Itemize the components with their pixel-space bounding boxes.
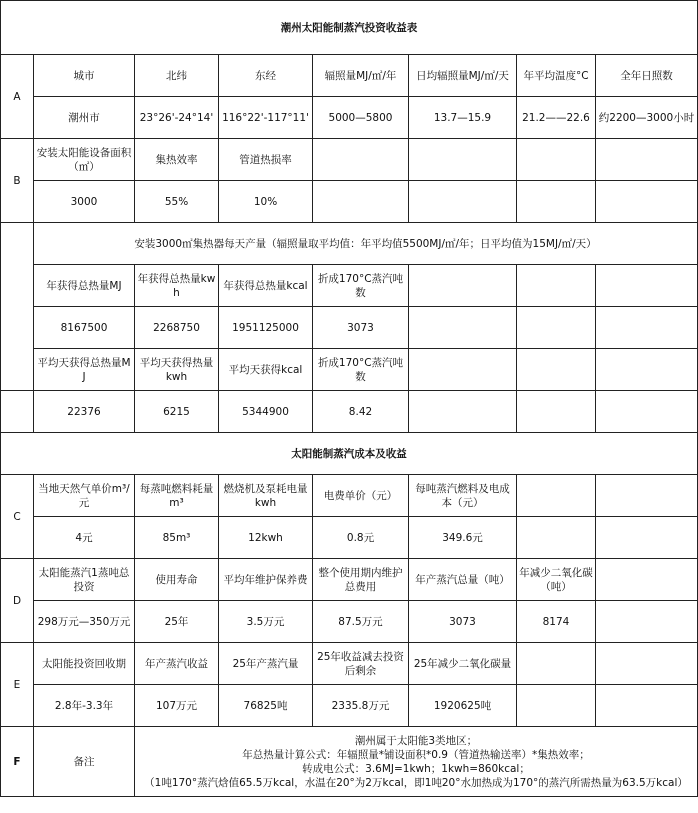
empty-cell bbox=[596, 181, 698, 223]
header-25yr-steam: 25年产蒸汽量 bbox=[219, 643, 313, 685]
empty-cell bbox=[517, 307, 596, 349]
remark-line: 潮州属于太阳能3类地区； bbox=[354, 734, 478, 747]
value-gas-price: 4元 bbox=[34, 517, 135, 559]
value-annual-maintenance: 3.5万元 bbox=[219, 601, 313, 643]
header-daily-irradiation: 日均辐照量MJ/㎡/天 bbox=[409, 55, 517, 97]
empty-cell bbox=[517, 517, 596, 559]
row-label-f: F bbox=[1, 727, 34, 797]
value-latitude: 23°26'-24°14' bbox=[135, 97, 219, 139]
empty-cell bbox=[517, 391, 596, 433]
empty-cell bbox=[517, 475, 596, 517]
value-total-maintenance: 87.5万元 bbox=[313, 601, 409, 643]
row-d-values bbox=[1, 601, 698, 643]
empty-cell bbox=[409, 307, 517, 349]
header-annual-steam-total: 年产蒸汽总量（吨） bbox=[409, 559, 517, 601]
header-avg-temperature: 年平均温度°C bbox=[517, 55, 596, 97]
install-note: 安装3000㎡集热器每天产量（辐照量取平均值：年平均值5500MJ/㎡/年；日平均值为15MJ/㎡/天） bbox=[34, 223, 698, 265]
empty-cell bbox=[313, 181, 409, 223]
header-annual-steam-tons: 折成170°C蒸汽吨数 bbox=[313, 265, 409, 307]
install-note-row bbox=[1, 223, 698, 265]
empty-cell bbox=[596, 559, 698, 601]
empty-cell bbox=[517, 643, 596, 685]
row-label-b: B bbox=[1, 139, 34, 223]
value-fuel-per-ton: 85m³ bbox=[135, 517, 219, 559]
header-annual-heat-kcal: 年获得总热量kcal bbox=[219, 265, 313, 307]
row-f bbox=[1, 727, 698, 797]
value-longitude: 116°22'-117°11' bbox=[219, 97, 313, 139]
row-e-header bbox=[1, 643, 698, 685]
value-annual-steam-tons: 3073 bbox=[313, 307, 409, 349]
empty-cell bbox=[409, 349, 517, 391]
header-cost-per-ton: 每吨蒸汽燃料及电成本（元） bbox=[409, 475, 517, 517]
header-service-life: 使用寿命 bbox=[135, 559, 219, 601]
row-label-blank bbox=[1, 391, 34, 433]
value-service-life: 25年 bbox=[135, 601, 219, 643]
header-electricity-price: 电费单价（元） bbox=[313, 475, 409, 517]
value-daily-heat-kcal: 5344900 bbox=[219, 391, 313, 433]
header-daily-heat-mj: 平均天获得总热量MJ bbox=[34, 349, 135, 391]
remark-line: 转成电公式：3.6MJ=1kwh；1kwh=860kcal； bbox=[302, 762, 530, 775]
daily-header-row bbox=[1, 349, 698, 391]
header-total-investment: 太阳能蒸汽1蒸吨总投资 bbox=[34, 559, 135, 601]
empty-cell bbox=[313, 139, 409, 181]
value-total-investment: 298万元—350万元 bbox=[34, 601, 135, 643]
value-city: 潮州市 bbox=[34, 97, 135, 139]
empty-cell bbox=[596, 349, 698, 391]
header-daily-heat-kwh: 平均天获得热量kwh bbox=[135, 349, 219, 391]
value-annual-irradiation: 5000—5800 bbox=[313, 97, 409, 139]
header-annual-maintenance: 平均年维护保养费 bbox=[219, 559, 313, 601]
value-cost-per-ton: 349.6元 bbox=[409, 517, 517, 559]
remark-line: （1吨170°蒸汽焓值65.5万kcal，水温在20°为2万kcal，即1吨20°水加热成为170°的蒸汽所需热量为63.5万kcal） bbox=[144, 776, 688, 789]
value-payback-period: 2.8年-3.3年 bbox=[34, 685, 135, 727]
value-daily-steam-tons: 8.42 bbox=[313, 391, 409, 433]
row-a-header bbox=[1, 55, 698, 97]
empty-cell bbox=[596, 685, 698, 727]
table-title: 潮州太阳能制蒸汽投资收益表 bbox=[1, 1, 698, 55]
row-a-values bbox=[1, 97, 698, 139]
row-label-c: C bbox=[1, 475, 34, 559]
row-b-header bbox=[1, 139, 698, 181]
header-sunshine-hours: 全年日照数 bbox=[596, 55, 698, 97]
empty-cell bbox=[517, 349, 596, 391]
value-25yr-net-revenue: 2335.8万元 bbox=[313, 685, 409, 727]
empty-cell bbox=[517, 139, 596, 181]
header-annual-irradiation: 辐照量MJ/㎡/年 bbox=[313, 55, 409, 97]
value-daily-heat-mj: 22376 bbox=[34, 391, 135, 433]
row-label-a: A bbox=[1, 55, 34, 139]
header-25yr-co2-reduction: 25年减少二氧化碳量 bbox=[409, 643, 517, 685]
daily-values-row bbox=[1, 391, 698, 433]
header-annual-steam-revenue: 年产蒸汽收益 bbox=[135, 643, 219, 685]
empty-cell bbox=[409, 265, 517, 307]
empty-cell bbox=[596, 391, 698, 433]
header-annual-heat-kwh: 年获得总热量kwh bbox=[135, 265, 219, 307]
header-pipe-heat-loss: 管道热损率 bbox=[219, 139, 313, 181]
header-annual-heat-mj: 年获得总热量MJ bbox=[34, 265, 135, 307]
empty-cell bbox=[517, 265, 596, 307]
header-daily-heat-kcal: 平均天获得kcal bbox=[219, 349, 313, 391]
value-annual-steam-revenue: 107万元 bbox=[135, 685, 219, 727]
empty-cell bbox=[596, 643, 698, 685]
value-daily-irradiation: 13.7—15.9 bbox=[409, 97, 517, 139]
value-avg-temperature: 21.2——22.6 bbox=[517, 97, 596, 139]
empty-cell bbox=[409, 139, 517, 181]
row-e-values bbox=[1, 685, 698, 727]
value-annual-steam-total: 3073 bbox=[409, 601, 517, 643]
value-daily-heat-kwh: 6215 bbox=[135, 391, 219, 433]
empty-cell bbox=[596, 265, 698, 307]
row-c-values bbox=[1, 517, 698, 559]
value-install-area: 3000 bbox=[34, 181, 135, 223]
remark-line: 年总热量计算公式：年辐照量*铺设面积*0.9（管道热输送率）*集热效率； bbox=[242, 748, 590, 761]
value-annual-heat-mj: 8167500 bbox=[34, 307, 135, 349]
empty-cell bbox=[596, 475, 698, 517]
row-d-header bbox=[1, 559, 698, 601]
value-power-consumption: 12kwh bbox=[219, 517, 313, 559]
header-25yr-net-revenue: 25年收益减去投资后剩余 bbox=[313, 643, 409, 685]
header-longitude: 东经 bbox=[219, 55, 313, 97]
header-annual-co2-reduction: 年减少二氧化碳（吨） bbox=[517, 559, 596, 601]
header-city: 城市 bbox=[34, 55, 135, 97]
value-annual-heat-kcal: 1951125000 bbox=[219, 307, 313, 349]
row-label-d: D bbox=[1, 559, 34, 643]
header-total-maintenance: 整个使用期内维护总费用 bbox=[313, 559, 409, 601]
empty-cell bbox=[596, 517, 698, 559]
empty-cell bbox=[409, 181, 517, 223]
row-b-values bbox=[1, 181, 698, 223]
remarks-content bbox=[135, 727, 698, 797]
header-collector-efficiency: 集热效率 bbox=[135, 139, 219, 181]
header-payback-period: 太阳能投资回收期 bbox=[34, 643, 135, 685]
empty-cell bbox=[517, 685, 596, 727]
row-label-e: E bbox=[1, 643, 34, 727]
empty-cell bbox=[409, 391, 517, 433]
header-gas-price: 当地天然气单价m³/元 bbox=[34, 475, 135, 517]
empty-cell bbox=[596, 307, 698, 349]
section-title-cost-revenue: 太阳能制蒸汽成本及收益 bbox=[1, 433, 698, 475]
value-electricity-price: 0.8元 bbox=[313, 517, 409, 559]
value-25yr-co2-reduction: 1920625吨 bbox=[409, 685, 517, 727]
value-annual-co2-reduction: 8174 bbox=[517, 601, 596, 643]
row-label-blank bbox=[1, 223, 34, 391]
value-25yr-steam: 76825吨 bbox=[219, 685, 313, 727]
value-sunshine-hours: 约2200—3000小时 bbox=[596, 97, 698, 139]
empty-cell bbox=[517, 181, 596, 223]
value-collector-efficiency: 55% bbox=[135, 181, 219, 223]
annual-header-row bbox=[1, 265, 698, 307]
header-power-consumption: 燃烧机及泵耗电量kwh bbox=[219, 475, 313, 517]
value-pipe-heat-loss: 10% bbox=[219, 181, 313, 223]
row-c-header bbox=[1, 475, 698, 517]
header-latitude: 北纬 bbox=[135, 55, 219, 97]
header-daily-steam-tons: 折成170°C蒸汽吨数 bbox=[313, 349, 409, 391]
header-install-area: 安装太阳能设备面积（㎡） bbox=[34, 139, 135, 181]
header-remarks: 备注 bbox=[34, 727, 135, 797]
header-fuel-per-ton: 每蒸吨燃料耗量m³ bbox=[135, 475, 219, 517]
empty-cell bbox=[596, 139, 698, 181]
annual-values-row bbox=[1, 307, 698, 349]
value-annual-heat-kwh: 2268750 bbox=[135, 307, 219, 349]
empty-cell bbox=[596, 601, 698, 643]
